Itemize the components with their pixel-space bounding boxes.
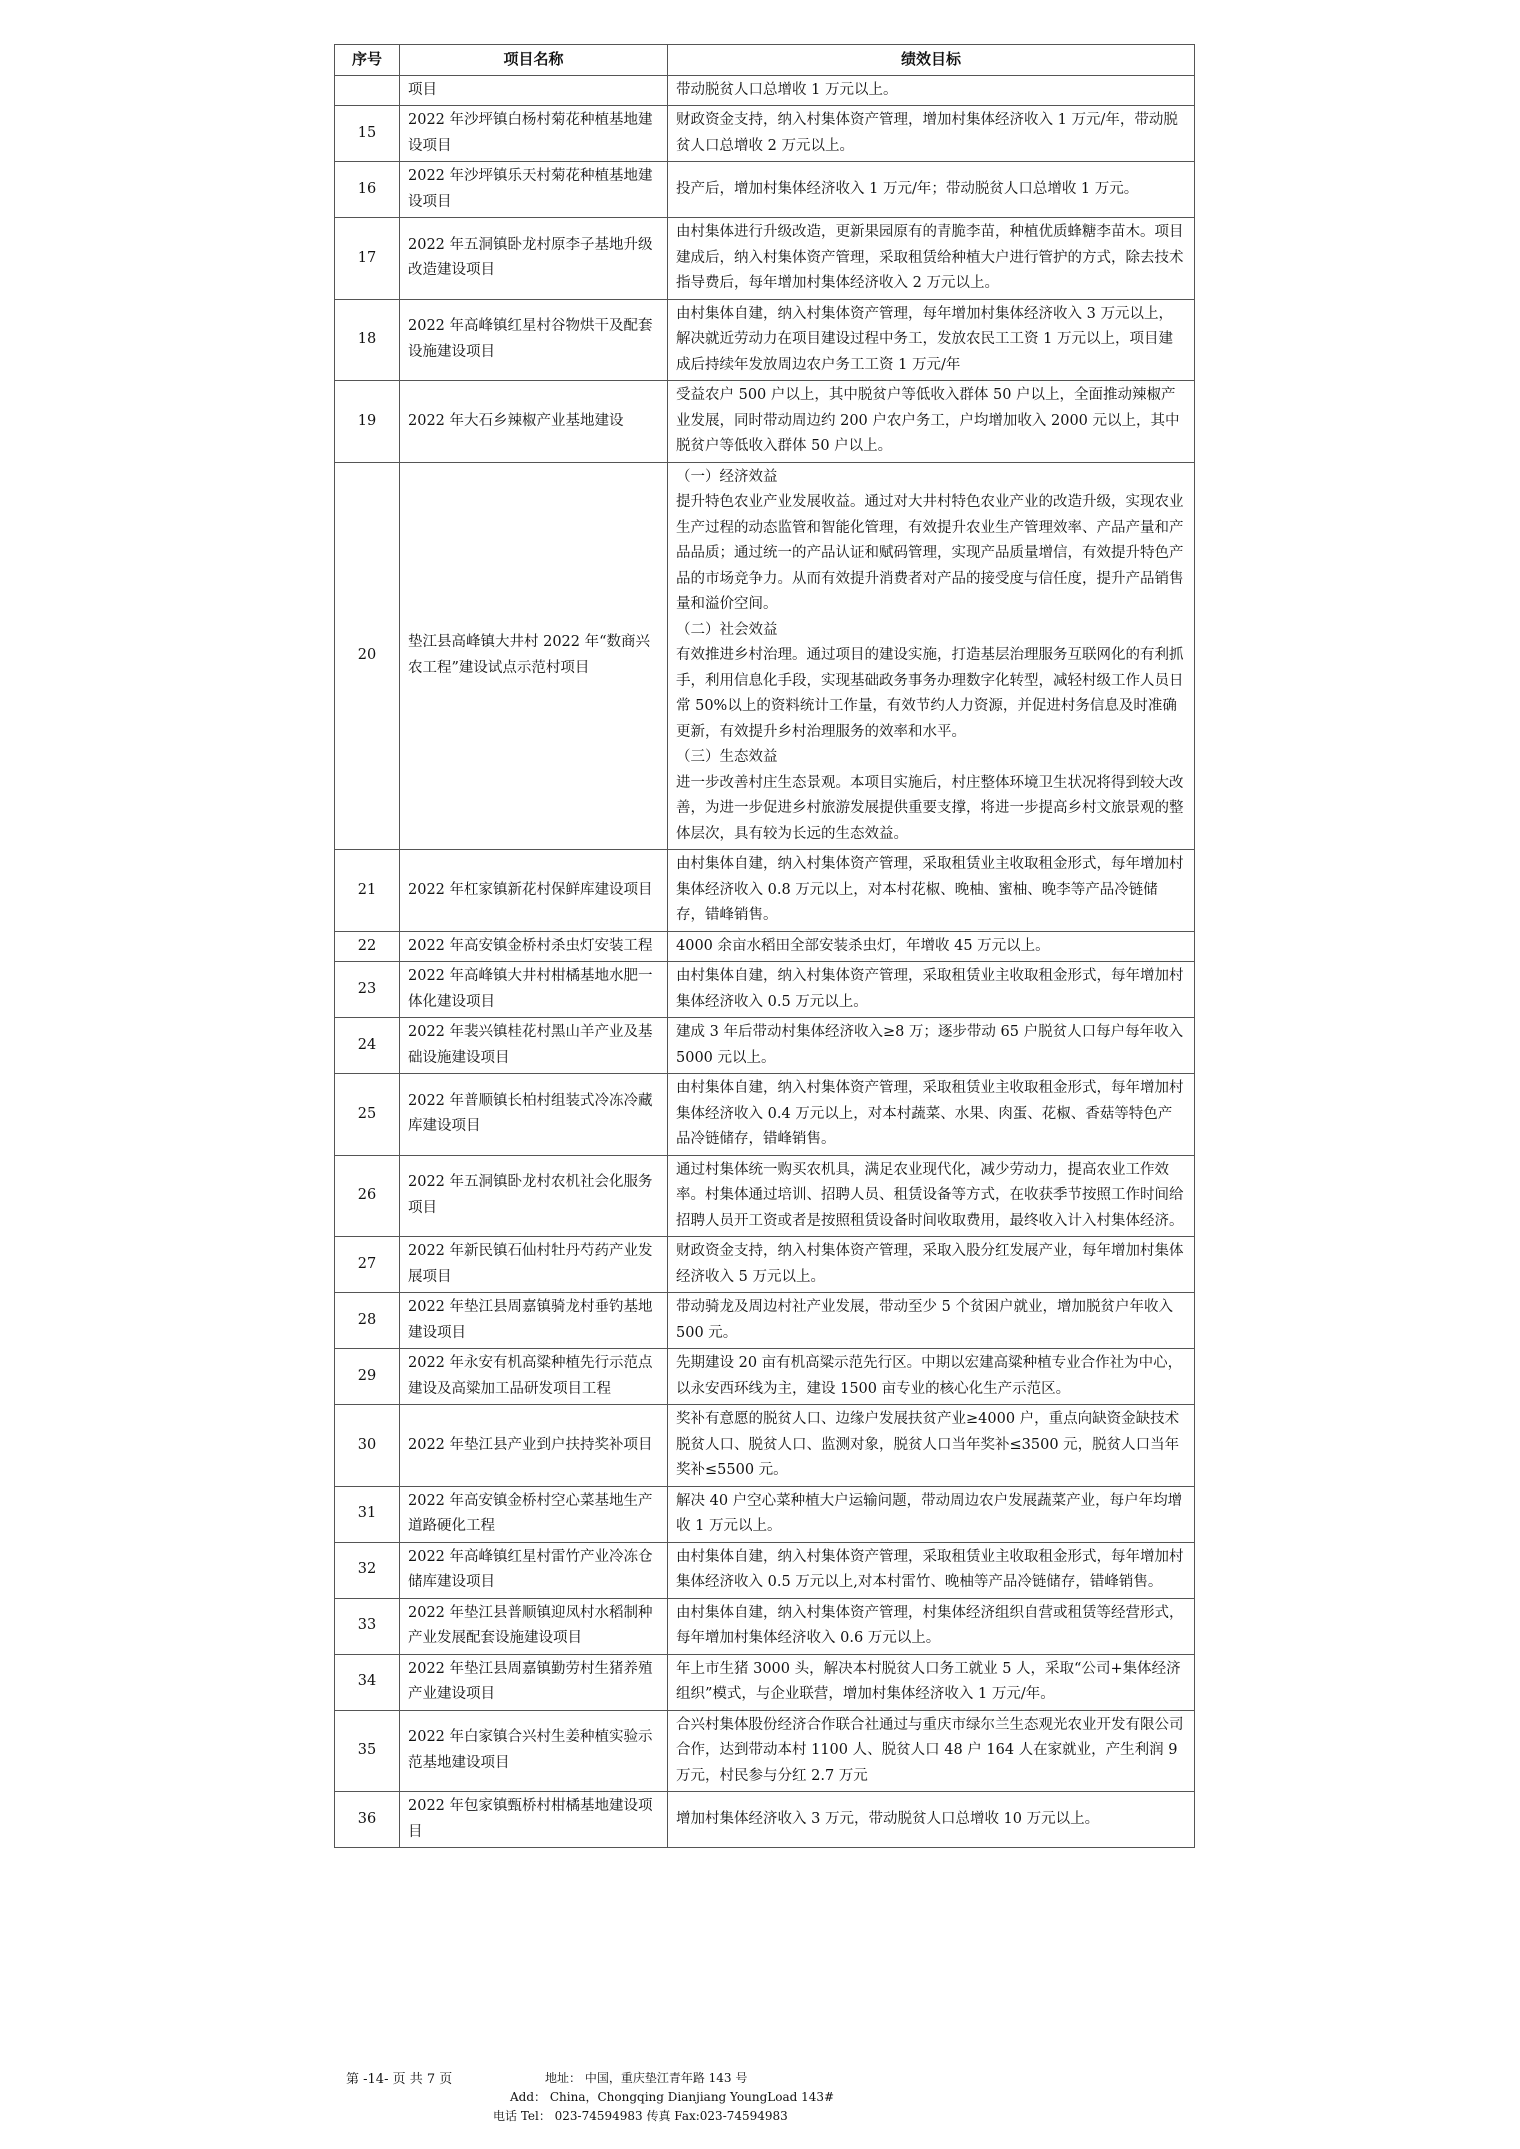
project-name: 2022 年垫江县周嘉镇骑龙村垂钓基地建设项目 (400, 1293, 668, 1349)
row-number: 24 (335, 1018, 400, 1074)
project-name: 2022 年高峰镇大井村柑橘基地水肥一体化建设项目 (400, 962, 668, 1018)
row-number: 29 (335, 1349, 400, 1405)
table-row (335, 1349, 1195, 1405)
performance-goals-table (334, 44, 1195, 1848)
goal-paragraph: 进一步改善村庄生态景观。本项目实施后，村庄整体环境卫生状况将得到较大改善，为进一步促进乡村旅游发展提供重要支撑，将进一步提高乡村文旅景观的整体层次，具有较为长远的生态效益。 (676, 774, 1184, 842)
table-row (335, 1598, 1195, 1654)
row-number: 18 (335, 299, 400, 381)
table-row (335, 1237, 1195, 1293)
performance-goal (668, 462, 1195, 850)
project-name: 2022 年普顺镇长柏村组装式冷冻冷藏库建设项目 (400, 1074, 668, 1156)
goal-paragraph: 增加村集体经济收入 3 万元，带动脱贫人口总增收 10 万元以上。 (676, 1810, 1100, 1827)
table-row (335, 1155, 1195, 1237)
performance-goal (668, 106, 1195, 162)
goal-paragraph: 由村集体自建，纳入村集体资产管理，村集体经济组织自营或租赁等经营形式，每年增加村集体经济收入 0.6 万元以上。 (676, 1604, 1184, 1646)
table-row (335, 106, 1195, 162)
goal-paragraph: 通过村集体统一购买农机具，满足农业现代化，减少劳动力，提高农业工作效率。村集体通过培训、招聘人员、租赁设备等方式，在收获季节按照工作时间给招聘人员开工资或者是按照租赁设备时间收取费用，最终收入计入村集体经济。 (676, 1161, 1184, 1229)
performance-goal (668, 1598, 1195, 1654)
project-name: 2022 年新民镇石仙村牡丹芍药产业发展项目 (400, 1237, 668, 1293)
table-row (335, 1710, 1195, 1792)
row-number: 19 (335, 381, 400, 463)
performance-goal (668, 381, 1195, 463)
row-number: 33 (335, 1598, 400, 1654)
table-row (335, 1074, 1195, 1156)
performance-goal (668, 1155, 1195, 1237)
row-number (335, 75, 400, 106)
goal-paragraph: 投产后，增加村集体经济收入 1 万元/年；带动脱贫人口总增收 1 万元。 (676, 180, 1139, 197)
performance-goal (668, 75, 1195, 106)
goal-paragraph: 财政资金支持，纳入村集体资产管理，采取入股分红发展产业，每年增加村集体经济收入 5 万元以上。 (676, 1243, 1184, 1285)
row-number: 36 (335, 1792, 400, 1848)
goal-paragraph: 奖补有意愿的脱贫人口、边缘户发展扶贫产业≥4000 户，重点向缺资金缺技术脱贫人口、脱贫人口、监测对象，脱贫人口当年奖补≤3500 元，脱贫人口当年奖补≤5500 元。 (676, 1411, 1180, 1478)
row-number: 30 (335, 1405, 400, 1487)
row-number: 34 (335, 1654, 400, 1710)
row-number: 21 (335, 850, 400, 932)
project-name: 2022 年五洞镇卧龙村原李子基地升级改造建设项目 (400, 218, 668, 300)
table-body (335, 75, 1195, 1848)
table-row (335, 75, 1195, 106)
goal-paragraph: 年上市生猪 3000 头，解决本村脱贫人口务工就业 5 人，采取“公司+集体经济组织”模式，与企业联营，增加村集体经济收入 1 万元/年。 (676, 1660, 1181, 1702)
project-name: 垫江县高峰镇大井村 2022 年“数商兴农工程”建设试点示范村项目 (400, 462, 668, 850)
performance-goal (668, 850, 1195, 932)
row-number: 26 (335, 1155, 400, 1237)
project-name: 2022 年垫江县周嘉镇勤劳村生猪养殖产业建设项目 (400, 1654, 668, 1710)
project-name: 2022 年白家镇合兴村生姜种植实验示范基地建设项目 (400, 1710, 668, 1792)
performance-goal (668, 162, 1195, 218)
table-row (335, 931, 1195, 962)
performance-goal (668, 1349, 1195, 1405)
goal-paragraph: 由村集体自建，纳入村集体资产管理，每年增加村集体经济收入 3 万元以上，解决就近劳动力在项目建设过程中务工，发放农民工工资 1 万元以上，项目建成后持续年发放周边农户务工工资 1 万元/年 (676, 305, 1173, 373)
performance-goal (668, 1405, 1195, 1487)
goal-paragraph: 财政资金支持，纳入村集体资产管理，增加村集体经济收入 1 万元/年，带动脱贫人口总增收 2 万元以上。 (676, 112, 1178, 154)
performance-goal (668, 1018, 1195, 1074)
goal-paragraph: 提升特色农业产业发展收益。通过对大井村特色农业产业的改造升级，实现农业生产过程的动态监管和智能化管理，有效提升农业生产管理效率、产品产量和产品品质；通过统一的产品认证和赋码管理，实现产品质量增信，有效提升特色产品的市场竞争力。从而有效提升消费者对产品的接受度与信任度，提升产品销售量和溢价空间。 (676, 494, 1184, 612)
goal-paragraph: 由村集体自建，纳入村集体资产管理，采取租赁业主收取租金形式，每年增加村集体经济收入 0.8 万元以上，对本村花椒、晚柚、蜜柚、晚李等产品冷链储存，错峰销售。 (676, 856, 1184, 923)
row-number: 27 (335, 1237, 400, 1293)
header-no: 序号 (335, 45, 400, 76)
row-number: 28 (335, 1293, 400, 1349)
goal-paragraph: 建成 3 年后带动村集体经济收入≥8 万；逐步带动 65 户脱贫人口每户每年收入 5000 元以上。 (676, 1024, 1184, 1066)
performance-goal (668, 962, 1195, 1018)
project-name: 2022 年包家镇甄桥村柑橘基地建设项目 (400, 1792, 668, 1848)
goal-paragraph: 由村集体进行升级改造，更新果园原有的青脆李苗，种植优质蜂糖李苗木。项目建成后，纳入村集体资产管理，采取租赁给种植大户进行管护的方式，除去技术指导费后，每年增加村集体经济收入 2 万元以上。 (676, 224, 1184, 291)
footer-page-number: 第 -14- 页 共 7 页 (346, 2072, 453, 2087)
goal-paragraph: 解决 40 户空心菜种植大户运输问题，带动周边农户发展蔬菜产业，每户年均增收 1 万元以上。 (676, 1492, 1183, 1534)
footer-address-en: Add： China，Chongqing Dianjiang YoungLoad 143# (510, 2090, 835, 2104)
row-number: 23 (335, 962, 400, 1018)
footer-tel-fax: 电话 Tel： 023-74594983 传真 Fax:023-74594983 (493, 2109, 788, 2123)
goal-paragraph: 先期建设 20 亩有机高粱示范先行区。中期以宏建高粱种植专业合作社为中心，以永安西环线为主，建设 1500 亩专业的核心化生产示范区。 (676, 1355, 1183, 1397)
table-row (335, 1293, 1195, 1349)
goal-paragraph: 带动骑龙及周边村社产业发展，带动至少 5 个贫困户就业，增加脱贫户年收入 500 元。 (676, 1299, 1173, 1341)
goal-paragraph: 由村集体自建，纳入村集体资产管理，采取租赁业主收取租金形式，每年增加村集体经济收入 0.5 万元以上,对本村雷竹、晚柚等产品冷链储存，错峰销售。 (676, 1548, 1184, 1590)
goal-paragraph: 4000 余亩水稻田全部安装杀虫灯，年增收 45 万元以上。 (676, 937, 1050, 954)
goal-paragraph: 合兴村集体股份经济合作联合社通过与重庆市绿尔兰生态观光农业开发有限公司合作，达到带动本村 1100 人、脱贫人口 48 户 164 人在家就业，产生利润 9 万元，村民参与分红 2.7 万元 (676, 1716, 1184, 1784)
performance-goal (668, 1654, 1195, 1710)
table-row (335, 462, 1195, 850)
performance-goal (668, 1237, 1195, 1293)
project-name: 项目 (400, 75, 668, 106)
project-name: 2022 年沙坪镇白杨村菊花种植基地建设项目 (400, 106, 668, 162)
performance-goal (668, 1074, 1195, 1156)
goal-paragraph: （二）社会效益 (676, 621, 778, 638)
goal-paragraph: 受益农户 500 户以上，其中脱贫户等低收入群体 50 户以上，全面推动辣椒产业发展，同时带动周边约 200 户农户务工，户均增加收入 2000 元以上，其中脱贫户等低收入群体 50 户以上。 (676, 387, 1180, 454)
performance-goal (668, 931, 1195, 962)
table-row (335, 1654, 1195, 1710)
row-number: 32 (335, 1542, 400, 1598)
row-number: 20 (335, 462, 400, 850)
row-number: 15 (335, 106, 400, 162)
project-name: 2022 年高安镇金桥村杀虫灯安装工程 (400, 931, 668, 962)
table-row (335, 1405, 1195, 1487)
performance-goal (668, 1293, 1195, 1349)
performance-goal (668, 218, 1195, 300)
goal-paragraph: 有效推进乡村治理。通过项目的建设实施，打造基层治理服务互联网化的有利抓手，利用信息化手段，实现基础政务事务办理数字化转型，减轻村级工作人员日常 50%以上的资料统计工作量，有效节约人力资源，并促进村务信息及时准确更新，有效提升乡村治理服务的效率和水平。 (676, 647, 1184, 740)
project-name: 2022 年永安有机高粱种植先行示范点建设及高粱加工品研发项目工程 (400, 1349, 668, 1405)
project-name: 2022 年杠家镇新花村保鲜库建设项目 (400, 850, 668, 932)
performance-goal (668, 1542, 1195, 1598)
row-number: 22 (335, 931, 400, 962)
goal-paragraph: （三）生态效益 (676, 749, 778, 765)
row-number: 35 (335, 1710, 400, 1792)
table-row (335, 299, 1195, 381)
goal-paragraph: （一）经济效益 (676, 468, 778, 485)
table-header-row (335, 45, 1195, 76)
row-number: 16 (335, 162, 400, 218)
table-row (335, 162, 1195, 218)
table-row (335, 1486, 1195, 1542)
goal-paragraph: 由村集体自建，纳入村集体资产管理，采取租赁业主收取租金形式，每年增加村集体经济收入 0.5 万元以上。 (676, 968, 1184, 1010)
table-row (335, 850, 1195, 932)
table-row (335, 1542, 1195, 1598)
row-number: 25 (335, 1074, 400, 1156)
table-row (335, 1792, 1195, 1848)
row-number: 31 (335, 1486, 400, 1542)
performance-goal (668, 1710, 1195, 1792)
footer-address: 地址： 中国，重庆垫江青年路 143 号 (545, 2071, 748, 2085)
project-name: 2022 年垫江县普顺镇迎凤村水稻制种产业发展配套设施建设项目 (400, 1598, 668, 1654)
table-row (335, 1018, 1195, 1074)
project-name: 2022 年裴兴镇桂花村黑山羊产业及基础设施建设项目 (400, 1018, 668, 1074)
project-name: 2022 年高峰镇红星村谷物烘干及配套设施建设项目 (400, 299, 668, 381)
table-row (335, 962, 1195, 1018)
goal-paragraph: 带动脱贫人口总增收 1 万元以上。 (676, 81, 898, 98)
performance-goal (668, 1792, 1195, 1848)
header-project-name: 项目名称 (400, 45, 668, 76)
project-name: 2022 年高安镇金桥村空心菜基地生产道路硬化工程 (400, 1486, 668, 1542)
performance-goal (668, 299, 1195, 381)
performance-goal (668, 1486, 1195, 1542)
table-row (335, 218, 1195, 300)
row-number: 17 (335, 218, 400, 300)
project-name: 2022 年垫江县产业到户扶持奖补项目 (400, 1405, 668, 1487)
project-name: 2022 年大石乡辣椒产业基地建设 (400, 381, 668, 463)
header-performance-goal: 绩效目标 (668, 45, 1195, 76)
project-name: 2022 年高峰镇红星村雷竹产业冷冻仓储库建设项目 (400, 1542, 668, 1598)
goal-paragraph: 由村集体自建，纳入村集体资产管理，采取租赁业主收取租金形式，每年增加村集体经济收入 0.4 万元以上，对本村蔬菜、水果、肉蛋、花椒、香菇等特色产品冷链储存，错峰销售。 (676, 1080, 1184, 1147)
project-name: 2022 年沙坪镇乐天村菊花种植基地建设项目 (400, 162, 668, 218)
table-row (335, 381, 1195, 463)
project-name: 2022 年五洞镇卧龙村农机社会化服务项目 (400, 1155, 668, 1237)
